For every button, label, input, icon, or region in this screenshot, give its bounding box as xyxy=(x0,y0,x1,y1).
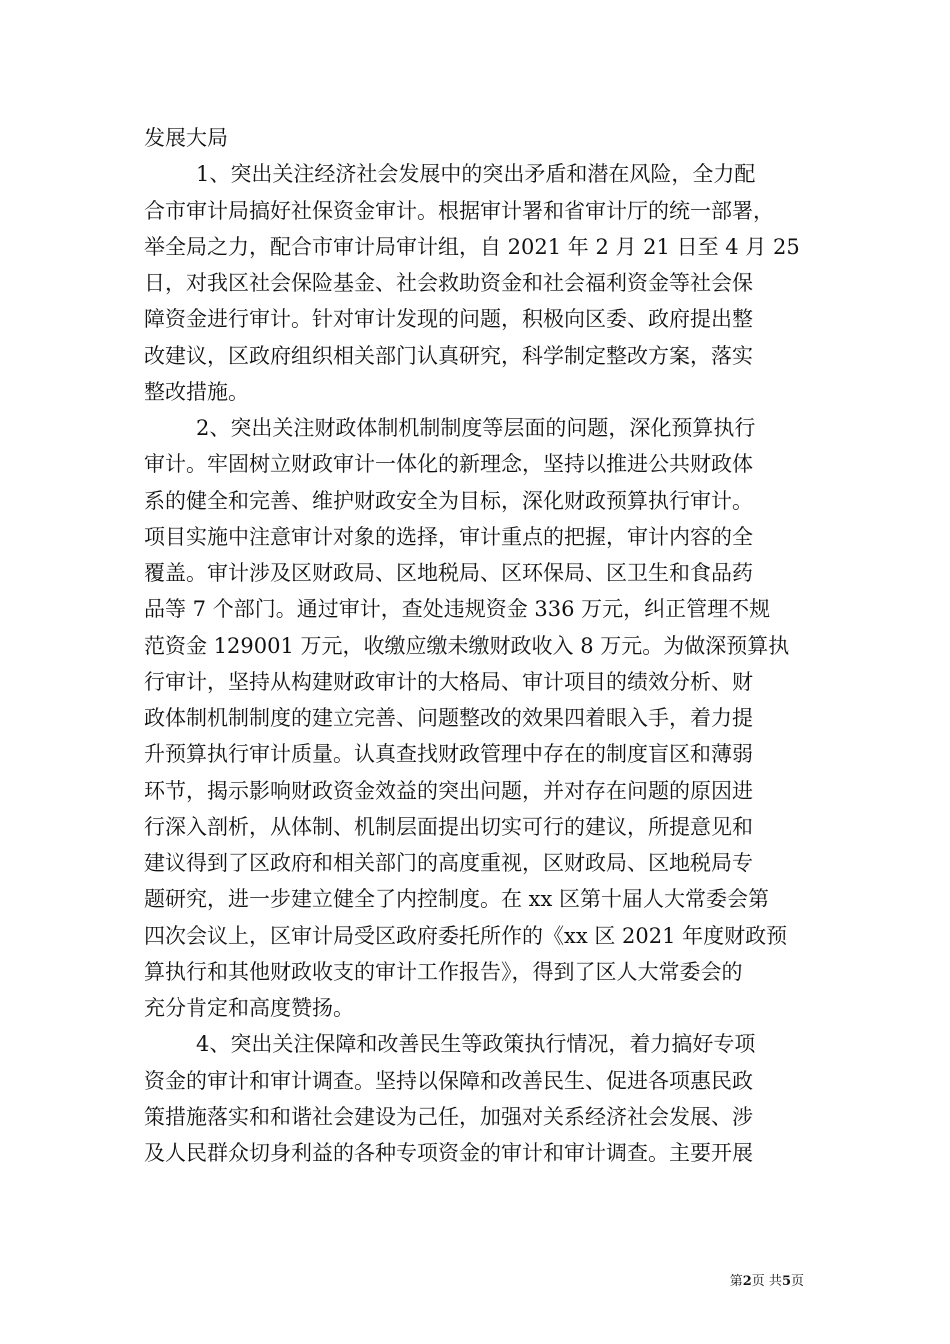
text-line: 环节，揭示影响财政资金效益的突出问题，并对存在问题的原因进 xyxy=(144,779,753,803)
paragraph-start-line: 1、突出关注经济社会发展中的突出矛盾和潜在风险，全力配 xyxy=(196,162,756,186)
page-footer xyxy=(730,1274,804,1290)
text-line: 行审计，坚持从构建财政审计的大格局、审计项目的绩效分析、财 xyxy=(144,670,753,694)
footer-suffix: 页 xyxy=(790,1274,804,1289)
text-line: 四次会议上，区审计局受区政府委托所作的《xx 区 2021 年度财政预 xyxy=(144,924,788,948)
text-line: 策措施落实和和谐社会建设为己任，加强对关系经济社会发展、涉 xyxy=(144,1105,753,1129)
footer-middle: 页 共 xyxy=(751,1274,782,1289)
text-line: 障资金进行审计。针对审计发现的问题，积极向区委、政府提出整 xyxy=(144,307,753,331)
current-page-number: 2 xyxy=(742,1274,752,1289)
text-line: 日，对我区社会保险基金、社会救助资金和社会福利资金等社会保 xyxy=(144,271,753,295)
paragraph-start-line: 2、突出关注财政体制机制制度等层面的问题，深化预算执行 xyxy=(196,416,756,440)
text-line: 审计。牢固树立财政审计一体化的新理念，坚持以推进公共财政体 xyxy=(144,452,753,476)
footer-prefix: 第 xyxy=(729,1274,743,1289)
text-line: 范资金 129001 万元，收缴应缴未缴财政收入 8 万元。为做深预算执 xyxy=(144,634,790,658)
text-line: 覆盖。审计涉及区财政局、区地税局、区环保局、区卫生和食品药 xyxy=(144,561,753,585)
text-line: 算执行和其他财政收支的审计工作报告》，得到了区人大常委会的 xyxy=(144,960,743,984)
text-line: 合市审计局搞好社保资金审计。根据审计署和省审计厅的统一部署， xyxy=(144,199,774,223)
text-line: 建议得到了区政府和相关部门的高度重视，区财政局、区地税局专 xyxy=(144,851,753,875)
text-line: 升预算执行审计质量。认真查找财政管理中存在的制度盲区和薄弱 xyxy=(144,742,753,766)
text-line: 行深入剖析，从体制、机制层面提出切实可行的建议，所提意见和 xyxy=(144,815,753,839)
text-line: 充分肯定和高度赞扬。 xyxy=(144,996,354,1020)
text-line: 资金的审计和审计调查。坚持以保障和改善民生、促进各项惠民政 xyxy=(144,1069,753,1093)
total-page-number: 5 xyxy=(781,1274,791,1289)
text-line: 项目实施中注意审计对象的选择，审计重点的把握，审计内容的全 xyxy=(144,525,753,549)
text-line: 改建议，区政府组织相关部门认真研究，科学制定整改方案，落实 xyxy=(144,344,753,368)
text-line: 及人民群众切身利益的各种专项资金的审计和审计调查。主要开展 xyxy=(144,1141,753,1165)
text-line: 政体制机制制度的建立完善、问题整改的效果四着眼入手，着力提 xyxy=(144,706,753,730)
text-line: 整改措施。 xyxy=(144,380,249,404)
text-line: 举全局之力，配合市审计局审计组，自 2021 年 2 月 21 日至 4 月 25 xyxy=(144,235,800,259)
paragraph-start-line: 4、突出关注保障和改善民生等政策执行情况，着力搞好专项 xyxy=(196,1032,756,1056)
text-line: 发展大局 xyxy=(144,126,228,150)
text-line: 品等 7 个部门。通过审计，查处违规资金 336 万元，纠正管理不规 xyxy=(144,597,771,621)
text-line: 题研究，进一步建立健全了内控制度。在 xx 区第十届人大常委会第 xyxy=(144,887,770,911)
text-line: 系的健全和完善、维护财政安全为目标，深化财政预算执行审计。 xyxy=(144,489,753,513)
